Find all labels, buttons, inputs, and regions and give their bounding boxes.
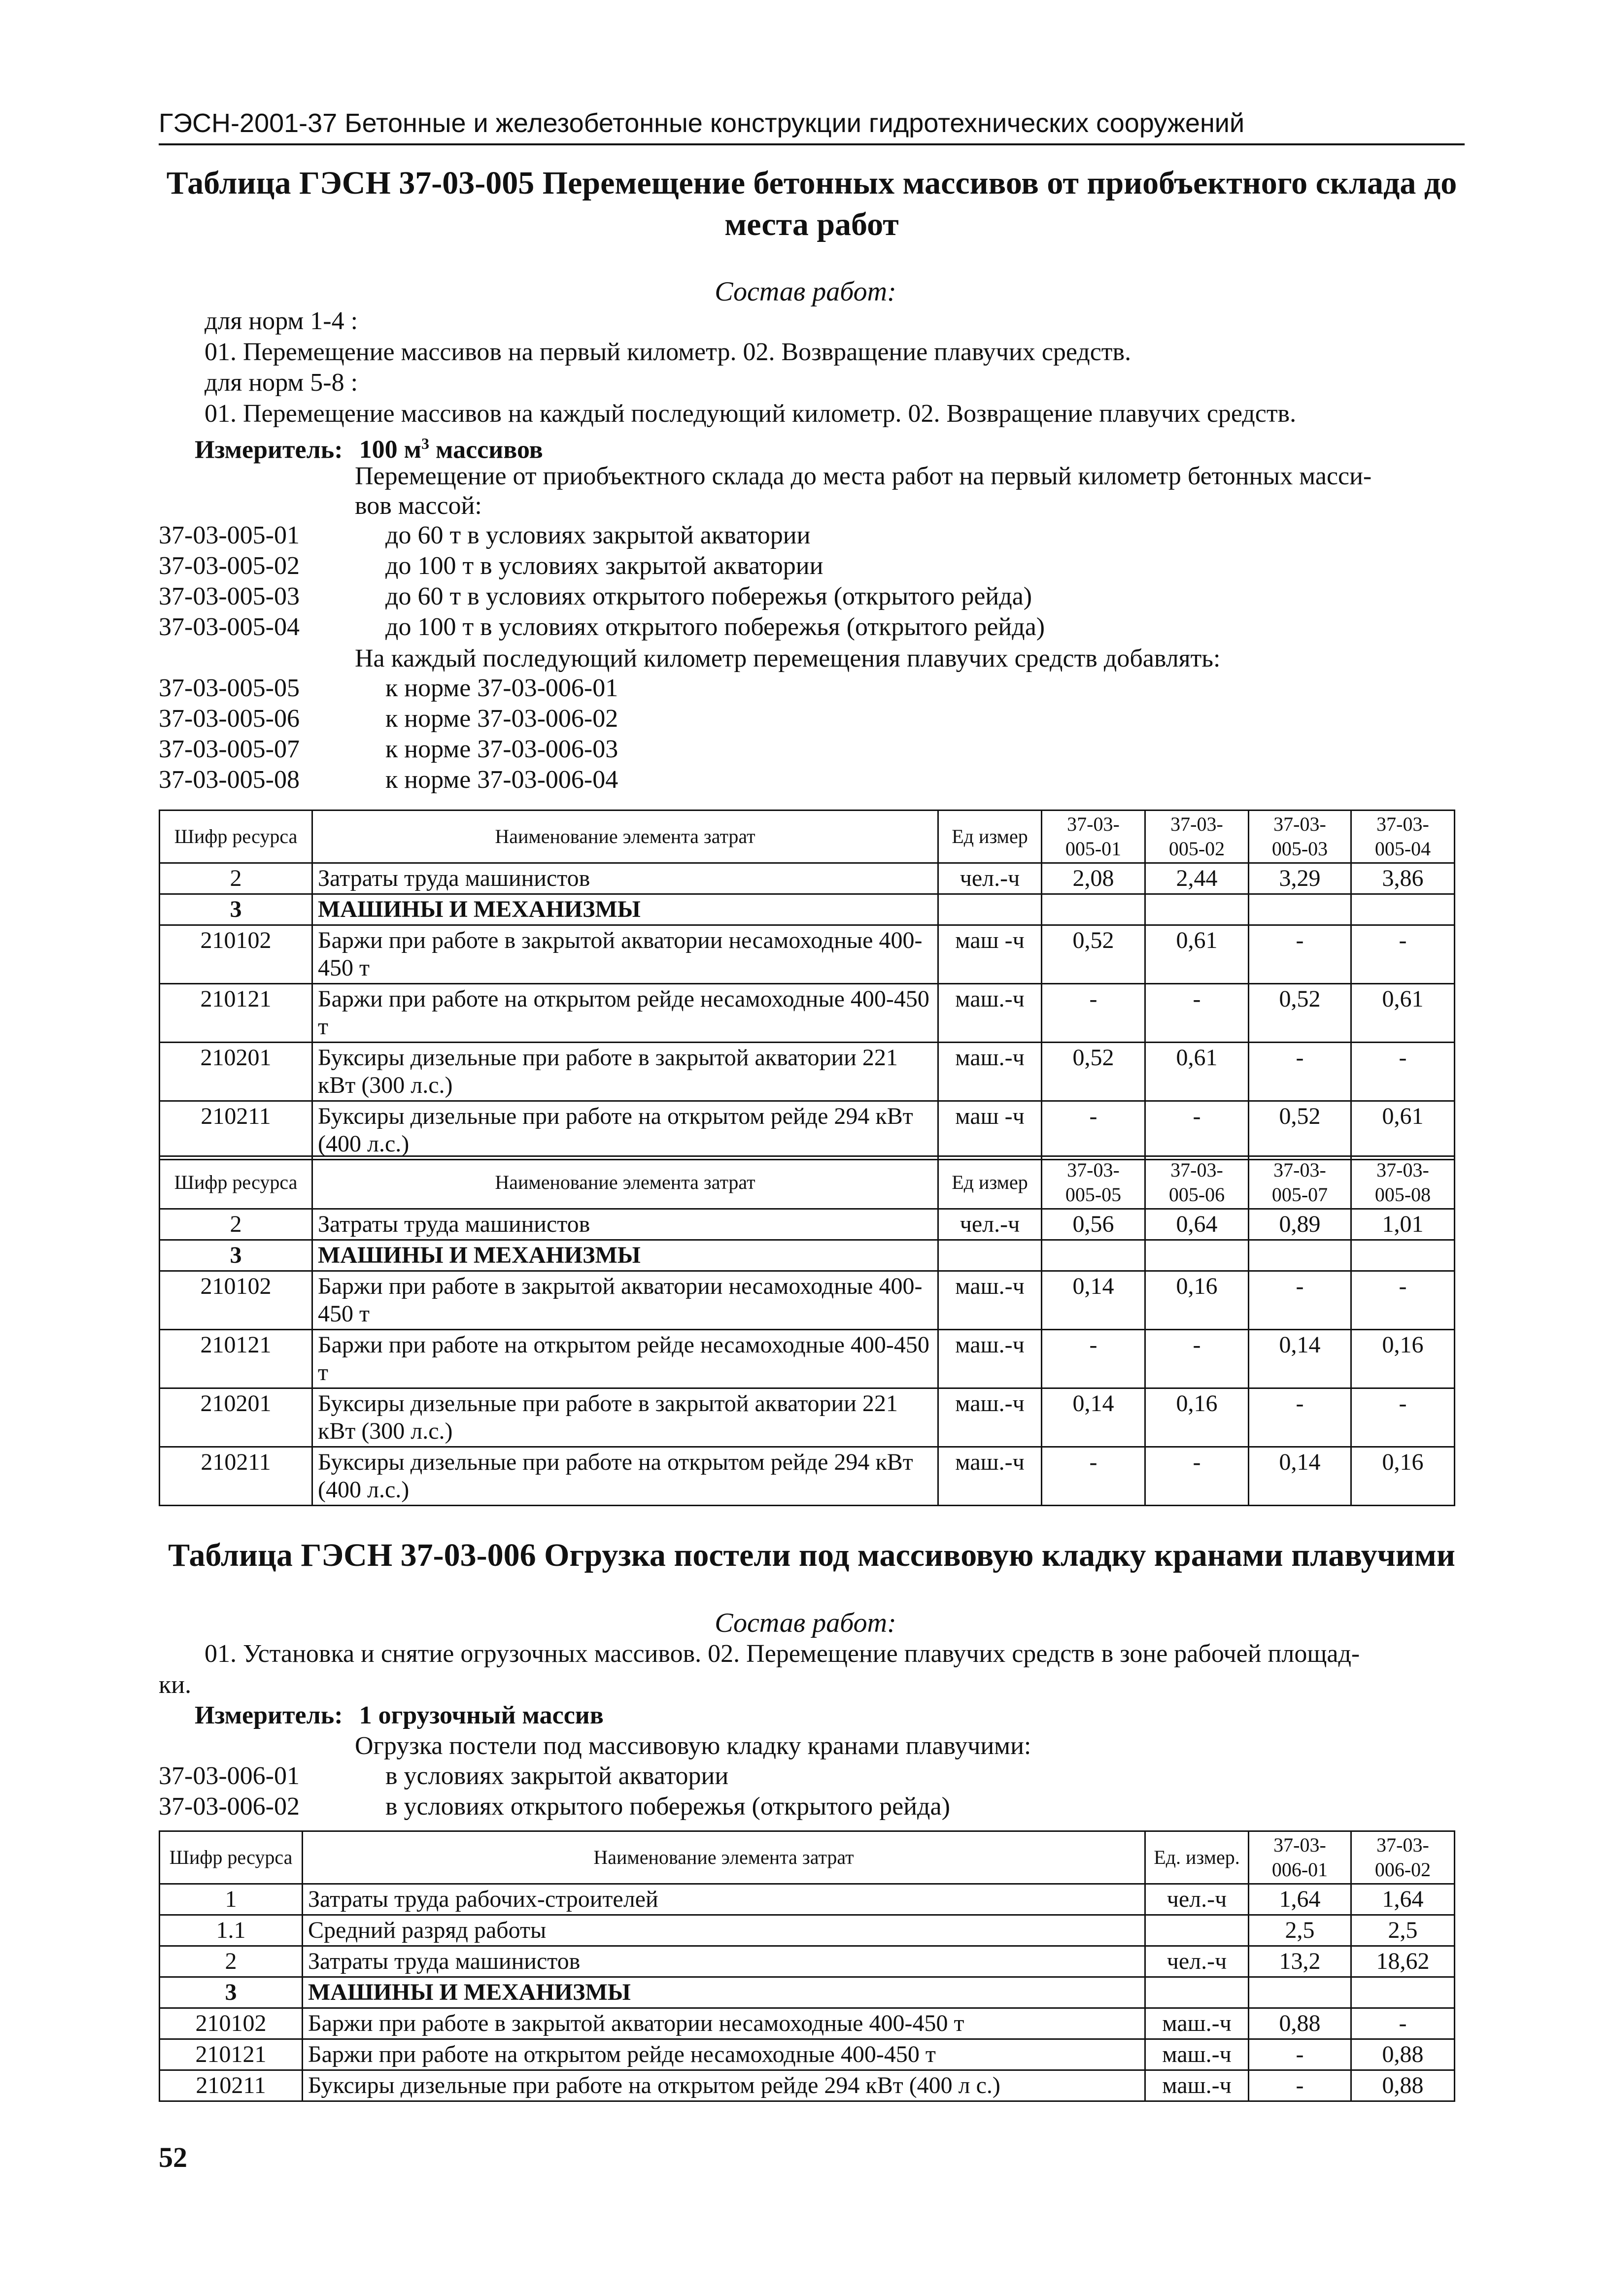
cell-name: Баржи при работе на открытом рейде несамоходные 400-450 т — [303, 2039, 1145, 2070]
norms-5-8-label: для норм 5-8 : — [205, 369, 358, 397]
cell-unit: маш -ч — [938, 1101, 1042, 1160]
table-row — [160, 894, 1455, 925]
cell-unit: маш.-ч — [1145, 2070, 1249, 2101]
page-number: 52 — [159, 2141, 187, 2173]
cell-value: 0,14 — [1042, 1271, 1145, 1330]
cell-value — [1249, 894, 1351, 925]
resource-table-c — [159, 1830, 1455, 2102]
header-col-line: 37-03- — [1376, 813, 1429, 835]
header-col-4 — [1351, 810, 1455, 863]
table-row — [160, 1271, 1455, 1330]
norm-code: 37-03-005-01 — [159, 521, 300, 549]
meter-label: Измеритель: — [195, 436, 343, 464]
cell-code: 3 — [160, 1977, 303, 2008]
resource-table-a — [159, 810, 1455, 1160]
cell-name: Буксиры дизельные при работе на открытом рейде 294 кВт (400 л с.) — [303, 2070, 1145, 2101]
norm-code: 37-03-005-07 — [159, 735, 300, 763]
header-unit: Ед. измер. — [1145, 1831, 1249, 1884]
cell-value: 0,89 — [1249, 1209, 1351, 1240]
table-row — [160, 1884, 1455, 1915]
running-header: ГЭСН-2001-37 Бетонные и железобетонные конструкции гидротехнических сооружений — [159, 106, 1465, 145]
cell-value: 0,61 — [1145, 925, 1249, 984]
cell-name: МАШИНЫ И МЕХАНИЗМЫ — [312, 1240, 938, 1271]
header-col-line: 005-03 — [1271, 838, 1328, 860]
cell-value: - — [1351, 925, 1455, 984]
header-col-1 — [1042, 810, 1145, 863]
cell-unit — [1145, 1915, 1249, 1946]
cell-value: 1,64 — [1249, 1884, 1351, 1915]
norm-row — [159, 581, 1032, 612]
norm-code: 37-03-006-01 — [159, 1762, 300, 1790]
norm-text: до 100 т в условиях закрытой акватории — [385, 552, 823, 580]
table2-sostav-label: Состав работ: — [715, 1608, 896, 1638]
header-col-line: 005-02 — [1168, 838, 1225, 860]
cell-value: - — [1351, 2008, 1455, 2039]
cell-value: - — [1249, 2039, 1351, 2070]
cell-value: - — [1042, 1101, 1145, 1160]
cell-unit — [938, 1240, 1042, 1271]
table2-meter — [195, 1700, 604, 1731]
norm-row — [159, 611, 1045, 643]
cell-unit: чел.-ч — [1145, 1884, 1249, 1915]
cell-value: - — [1351, 1388, 1455, 1447]
cell-value: 0,52 — [1249, 1101, 1351, 1160]
cell-value: - — [1145, 1447, 1249, 1506]
cell-value: - — [1145, 1101, 1249, 1160]
table1-intro-line1: Перемещение от приобъектного склада до места работ на первый километр бетонных масси- — [355, 462, 1372, 490]
cell-value: 0,52 — [1042, 925, 1145, 984]
cell-unit — [1145, 1977, 1249, 2008]
cell-value — [1042, 894, 1145, 925]
cell-name: Затраты труда машинистов — [303, 1946, 1145, 1977]
cell-value: - — [1145, 1330, 1249, 1388]
table-header-row — [160, 1156, 1455, 1209]
meter-rest: массивов — [429, 436, 543, 464]
header-name: Наименование элемента затрат — [312, 810, 938, 863]
cell-code: 2 — [160, 1209, 312, 1240]
meter-value: 100 м — [359, 436, 422, 464]
cell-unit — [938, 894, 1042, 925]
header-col-line: 37-03- — [1376, 1834, 1429, 1856]
cell-name: Буксиры дизельные при работе в закрытой акватории 221 кВт (300 л.с.) — [312, 1043, 938, 1101]
cell-code: 210121 — [160, 1330, 312, 1388]
cell-value — [1351, 1240, 1455, 1271]
cell-value: - — [1249, 1388, 1351, 1447]
cell-name: МАШИНЫ И МЕХАНИЗМЫ — [312, 894, 938, 925]
header-col-line: 005-06 — [1168, 1183, 1225, 1206]
table2-title: Таблица ГЭСН 37-03-006 Огрузка постели под массивовую кладку кранами плавучими — [168, 1537, 1455, 1573]
header-name: Наименование элемента затрат — [303, 1831, 1145, 1884]
cell-value: - — [1042, 1447, 1145, 1506]
norm-row — [159, 550, 823, 582]
cell-unit: маш -ч — [938, 925, 1042, 984]
norm-text: к норме 37-03-006-02 — [385, 705, 618, 733]
cell-unit: маш.-ч — [938, 1043, 1042, 1101]
cell-value: - — [1249, 925, 1351, 984]
cell-name: Затраты труда машинистов — [312, 863, 938, 894]
cell-unit: маш.-ч — [938, 984, 1042, 1043]
header-col-line: 37-03- — [1067, 1159, 1120, 1181]
norm-row — [159, 1760, 728, 1792]
cell-value: 18,62 — [1351, 1946, 1455, 1977]
norm-code: 37-03-005-03 — [159, 582, 300, 610]
norm-row — [159, 764, 618, 796]
cell-value: - — [1145, 984, 1249, 1043]
norm-text: в условиях закрытой акватории — [385, 1762, 729, 1790]
norm-row — [159, 1791, 950, 1823]
norm-row — [159, 703, 618, 735]
table1-intro2: На каждый последующий километр перемещения плавучих средств добавлять: — [355, 644, 1221, 673]
header-code: Шифр ресурса — [160, 1831, 303, 1884]
header-col-line: 005-05 — [1065, 1183, 1122, 1206]
cell-value: 0,16 — [1145, 1388, 1249, 1447]
cell-unit: маш.-ч — [938, 1271, 1042, 1330]
header-col-line: 37-03- — [1170, 1159, 1223, 1181]
header-col-line: 005-08 — [1374, 1183, 1431, 1206]
cell-value: 13,2 — [1249, 1946, 1351, 1977]
cell-name: Баржи при работе в закрытой акватории несамоходные 400-450 т — [303, 2008, 1145, 2039]
cell-name: Баржи при работе в закрытой акватории несамоходные 400-450 т — [312, 1271, 938, 1330]
cell-value: 0,14 — [1249, 1447, 1351, 1506]
table-row — [160, 1946, 1455, 1977]
table1-intro-line2: вов массой: — [355, 492, 482, 520]
cell-value: 0,88 — [1351, 2070, 1455, 2101]
cell-name: Буксиры дизельные при работе на открытом рейде 294 кВт (400 л.с.) — [312, 1101, 938, 1160]
norm-text: к норме 37-03-006-01 — [385, 674, 618, 702]
header-code: Шифр ресурса — [160, 1156, 312, 1209]
header-col-line: 37-03- — [1170, 813, 1223, 835]
cell-code: 1 — [160, 1884, 303, 1915]
cell-code: 2 — [160, 863, 312, 894]
cell-value: 2,44 — [1145, 863, 1249, 894]
header-col-line: 37-03- — [1273, 1834, 1326, 1856]
cell-name: Баржи при работе в закрытой акватории несамоходные 400-450 т — [312, 925, 938, 984]
resource-table-b — [159, 1155, 1455, 1506]
table-row — [160, 1447, 1455, 1506]
header-name: Наименование элемента затрат — [312, 1156, 938, 1209]
cell-code: 210121 — [160, 984, 312, 1043]
cell-code: 210121 — [160, 2039, 303, 2070]
cell-value: 2,5 — [1351, 1915, 1455, 1946]
cell-value: - — [1249, 1043, 1351, 1101]
norm-code: 37-03-006-02 — [159, 1792, 300, 1821]
cell-code: 2 — [160, 1946, 303, 1977]
cell-value: 0,88 — [1249, 2008, 1351, 2039]
cell-value: - — [1249, 1271, 1351, 1330]
header-col-2 — [1145, 1156, 1249, 1209]
cell-unit: чел.-ч — [938, 863, 1042, 894]
meter-sup: 3 — [421, 435, 430, 452]
cell-value: 2,08 — [1042, 863, 1145, 894]
header-col-4 — [1351, 1156, 1455, 1209]
cell-code: 210201 — [160, 1388, 312, 1447]
cell-name: Буксиры дизельные при работе на открытом рейде 294 кВт (400 л.с.) — [312, 1447, 938, 1506]
table-row — [160, 925, 1455, 984]
header-col-line: 005-01 — [1065, 838, 1122, 860]
table-row — [160, 1209, 1455, 1240]
cell-value — [1145, 894, 1249, 925]
cell-name: Баржи при работе на открытом рейде несамоходные 400-450 т — [312, 1330, 938, 1388]
cell-unit: чел.-ч — [1145, 1946, 1249, 1977]
cell-code: 3 — [160, 894, 312, 925]
norm-text: до 100 т в условиях открытого побережья (открытого рейда) — [385, 613, 1045, 641]
norm-code: 37-03-005-06 — [159, 705, 300, 733]
cell-value — [1351, 894, 1455, 925]
norm-row — [159, 673, 618, 704]
meter-label: Измеритель: — [195, 1701, 343, 1729]
header-col-3 — [1249, 1156, 1351, 1209]
table-row — [160, 2070, 1455, 2101]
cell-value: - — [1351, 1271, 1455, 1330]
cell-value: 2,5 — [1249, 1915, 1351, 1946]
header-col-2 — [1351, 1831, 1455, 1884]
table2-work-line1: 01. Установка и снятие огрузочных массивов. 02. Перемещение плавучих средств в зоне рабочей площад- — [205, 1640, 1360, 1668]
cell-value: 0,52 — [1249, 984, 1351, 1043]
cell-value: - — [1249, 2070, 1351, 2101]
table-header-row — [160, 810, 1455, 863]
cell-code: 210102 — [160, 2008, 303, 2039]
norms-1-4-label: для норм 1-4 : — [205, 307, 358, 335]
table-row — [160, 863, 1455, 894]
header-col-line: 006-01 — [1271, 1858, 1328, 1881]
table1-title-line2: места работ — [724, 206, 899, 242]
table-row — [160, 1101, 1455, 1160]
cell-value: 0,56 — [1042, 1209, 1145, 1240]
norm-row — [159, 520, 810, 551]
header-col-2 — [1145, 810, 1249, 863]
table-row — [160, 2008, 1455, 2039]
table-header-row — [160, 1831, 1455, 1884]
header-col-1 — [1042, 1156, 1145, 1209]
cell-value: 0,52 — [1042, 1043, 1145, 1101]
header-col-line: 37-03- — [1376, 1159, 1429, 1181]
cell-code: 1.1 — [160, 1915, 303, 1946]
cell-value: 0,64 — [1145, 1209, 1249, 1240]
cell-value — [1042, 1240, 1145, 1271]
cell-unit: маш.-ч — [1145, 2039, 1249, 2070]
cell-value: 1,64 — [1351, 1884, 1455, 1915]
cell-value — [1249, 1977, 1351, 2008]
cell-unit: чел.-ч — [938, 1209, 1042, 1240]
cell-value: 0,88 — [1351, 2039, 1455, 2070]
cell-code: 210211 — [160, 1101, 312, 1160]
table1-title-line1: Таблица ГЭСН 37-03-005 Перемещение бетонных массивов от приобъектного склада до — [166, 165, 1457, 201]
cell-value: 0,16 — [1145, 1271, 1249, 1330]
cell-code: 210211 — [160, 1447, 312, 1506]
cell-code: 210211 — [160, 2070, 303, 2101]
cell-unit: маш.-ч — [938, 1447, 1042, 1506]
header-col-line: 005-07 — [1271, 1183, 1328, 1206]
cell-value: 3,29 — [1249, 863, 1351, 894]
header-col-line: 37-03- — [1273, 813, 1326, 835]
table-row — [160, 1915, 1455, 1946]
norm-code: 37-03-005-08 — [159, 766, 300, 794]
cell-value — [1249, 1240, 1351, 1271]
header-unit: Ед измер — [938, 810, 1042, 863]
cell-unit: маш.-ч — [938, 1388, 1042, 1447]
table-row — [160, 1043, 1455, 1101]
header-unit: Ед измер — [938, 1156, 1042, 1209]
cell-value: - — [1351, 1043, 1455, 1101]
cell-value — [1145, 1240, 1249, 1271]
cell-value: - — [1042, 1330, 1145, 1388]
cell-value: 0,61 — [1351, 984, 1455, 1043]
cell-value — [1351, 1977, 1455, 2008]
norm-text: в условиях открытого побережья (открытого рейда) — [385, 1792, 950, 1821]
table2-intro: Огрузка постели под массивовую кладку кранами плавучими: — [355, 1732, 1031, 1760]
norm-row — [159, 734, 618, 765]
header-col-line: 006-02 — [1374, 1858, 1431, 1881]
norms-5-8-text: 01. Перемещение массивов на каждый последующий километр. 02. Возвращение плавучих средств. — [205, 400, 1297, 428]
cell-value: 1,01 — [1351, 1209, 1455, 1240]
cell-code: 210201 — [160, 1043, 312, 1101]
table1-title — [159, 163, 1465, 245]
table-row — [160, 1977, 1455, 2008]
cell-value: - — [1042, 984, 1145, 1043]
cell-unit: маш.-ч — [1145, 2008, 1249, 2039]
norm-code: 37-03-005-04 — [159, 613, 300, 641]
cell-code: 3 — [160, 1240, 312, 1271]
table-row — [160, 2039, 1455, 2070]
table-row — [160, 1240, 1455, 1271]
cell-value: 0,14 — [1249, 1330, 1351, 1388]
cell-name: Буксиры дизельные при работе в закрытой акватории 221 кВт (300 л.с.) — [312, 1388, 938, 1447]
cell-name: Средний разряд работы — [303, 1915, 1145, 1946]
header-col-line: 37-03- — [1067, 813, 1120, 835]
norm-code: 37-03-005-02 — [159, 552, 300, 580]
table-row — [160, 1388, 1455, 1447]
cell-value: 3,86 — [1351, 863, 1455, 894]
meter-value: 1 огрузочный массив — [359, 1701, 604, 1729]
cell-code: 210102 — [160, 1271, 312, 1330]
header-col-line: 005-04 — [1374, 838, 1431, 860]
cell-unit: маш.-ч — [938, 1330, 1042, 1388]
cell-value: 0,16 — [1351, 1447, 1455, 1506]
cell-name: Затраты труда машинистов — [312, 1209, 938, 1240]
cell-value: 0,16 — [1351, 1330, 1455, 1388]
cell-name: Баржи при работе на открытом рейде несамоходные 400-450 т — [312, 984, 938, 1043]
norm-text: к норме 37-03-006-04 — [385, 766, 618, 794]
norm-text: к норме 37-03-006-03 — [385, 735, 618, 763]
cell-code: 210102 — [160, 925, 312, 984]
cell-value: 0,61 — [1145, 1043, 1249, 1101]
cell-name: Затраты труда рабочих-строителей — [303, 1884, 1145, 1915]
table-row — [160, 984, 1455, 1043]
cell-value: 0,61 — [1351, 1101, 1455, 1160]
header-col-1 — [1249, 1831, 1351, 1884]
table1-meter — [195, 428, 543, 466]
cell-name: МАШИНЫ И МЕХАНИЗМЫ — [303, 1977, 1145, 2008]
norms-1-4-text: 01. Перемещение массивов на первый километр. 02. Возвращение плавучих средств. — [205, 338, 1131, 366]
table-row — [160, 1330, 1455, 1388]
header-code: Шифр ресурса — [160, 810, 312, 863]
norm-text: до 60 т в условиях закрытой акватории — [385, 521, 811, 549]
cell-value: 0,14 — [1042, 1388, 1145, 1447]
header-col-3 — [1249, 810, 1351, 863]
table1-sostav-label: Состав работ: — [715, 276, 896, 307]
norm-text: до 60 т в условиях открытого побережья (открытого рейда) — [385, 582, 1032, 610]
norm-code: 37-03-005-05 — [159, 674, 300, 702]
header-col-line: 37-03- — [1273, 1159, 1326, 1181]
table2-work-line2: ки. — [159, 1671, 192, 1699]
